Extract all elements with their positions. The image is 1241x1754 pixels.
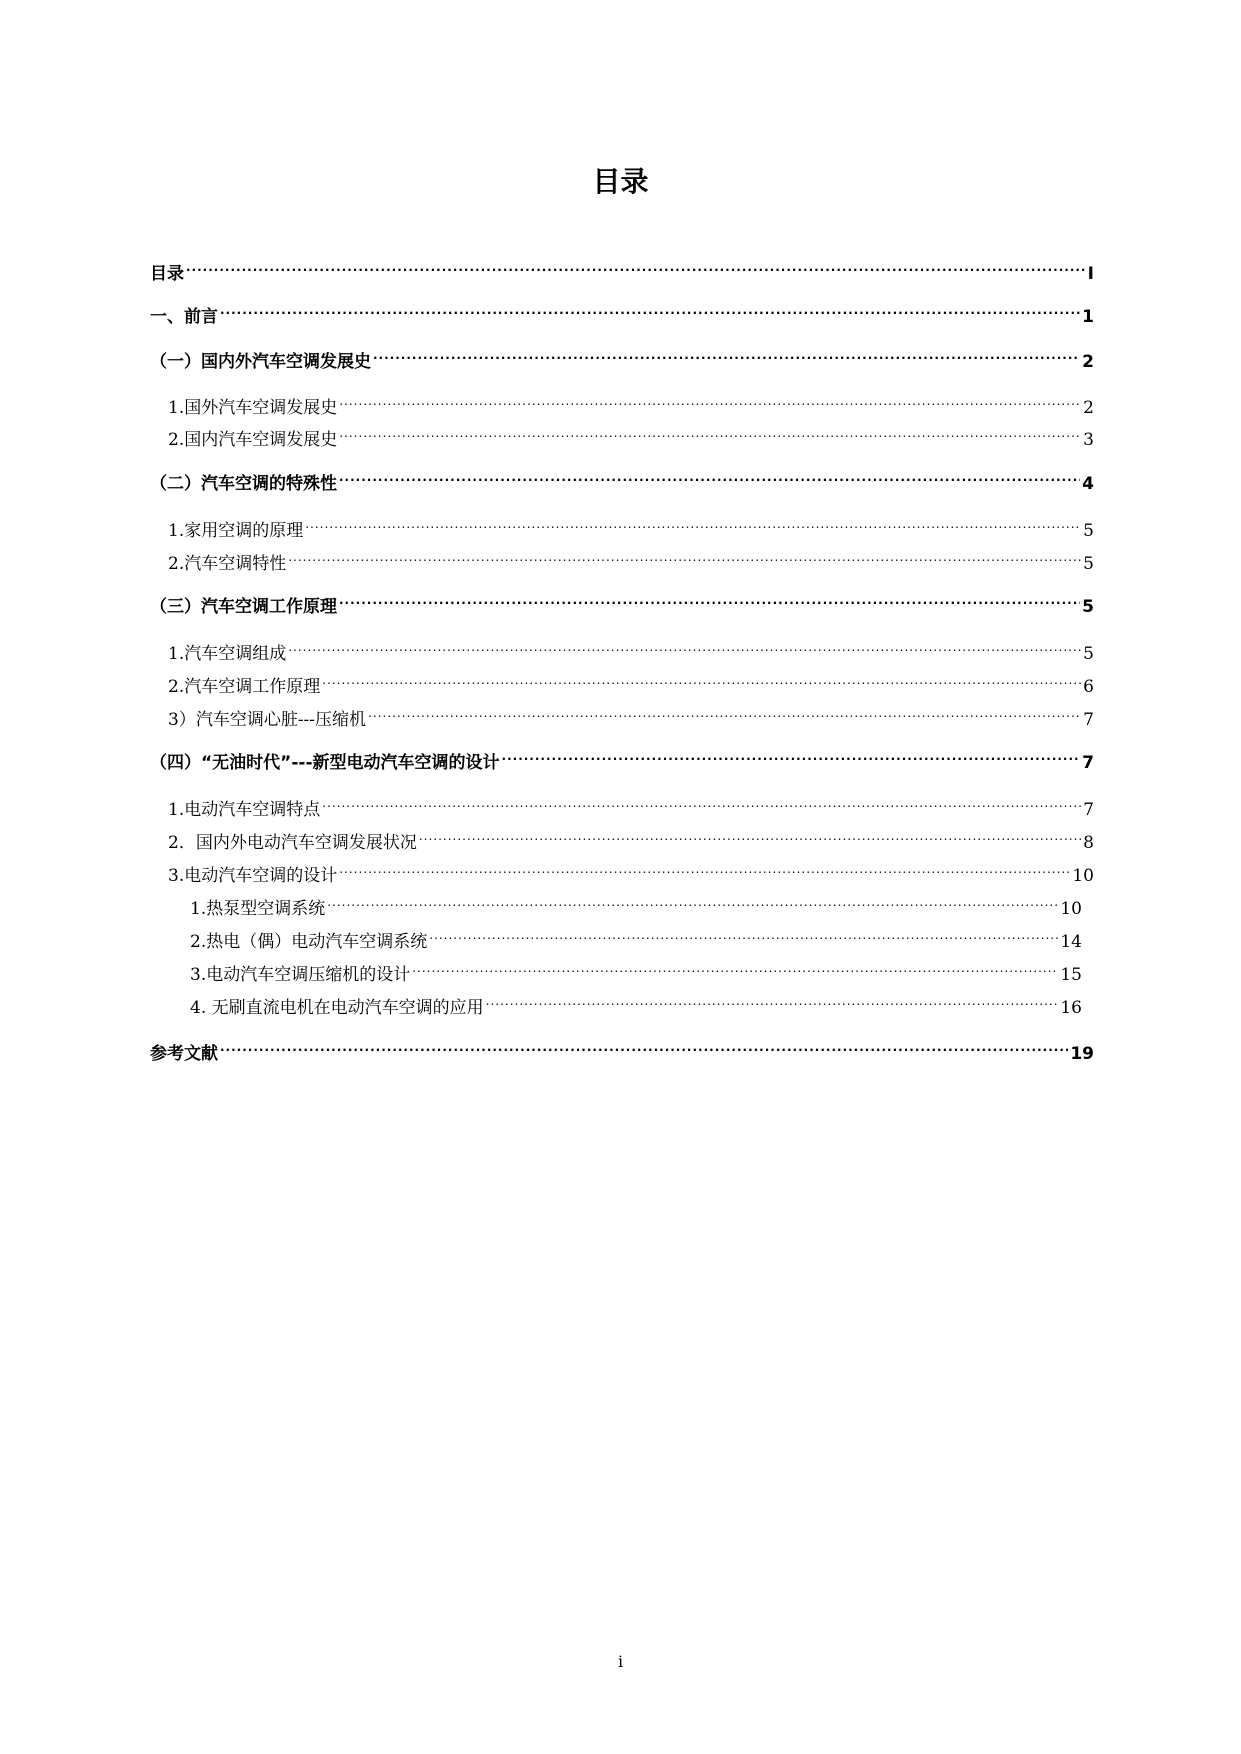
toc-entry-page: 2 <box>1083 398 1094 418</box>
toc-entry-label: 一、前言 <box>150 307 218 327</box>
toc-entry-page: I <box>1087 264 1094 284</box>
dot-leader <box>186 251 1086 279</box>
toc-entry-page: 15 <box>1060 965 1082 985</box>
dot-leader <box>368 697 1081 725</box>
dot-leader <box>327 886 1058 914</box>
toc-entry-page: 6 <box>1083 677 1094 697</box>
dot-leader <box>339 417 1081 445</box>
toc-entry-label: 参考文献 <box>150 1044 218 1064</box>
dot-leader <box>288 541 1081 569</box>
page-footer-number: i <box>617 1652 624 1671</box>
toc-entry-page: 5 <box>1083 521 1094 541</box>
dot-leader <box>486 985 1059 1013</box>
toc-entry-references[interactable] <box>150 1031 1094 1064</box>
dot-leader <box>305 508 1081 536</box>
toc-entry-page: 7 <box>1082 753 1094 773</box>
toc-entry-section-4-3[interactable] <box>168 853 1094 886</box>
toc-entry-section-4-3-1[interactable] <box>190 886 1082 919</box>
dot-leader <box>429 919 1058 947</box>
toc-entry-label: 1.热泵型空调系统 <box>190 899 326 919</box>
toc-entry-label: 1.家用空调的原理 <box>168 521 304 541</box>
dot-leader <box>339 461 1080 489</box>
toc-entry-page: 10 <box>1060 899 1082 919</box>
dot-leader <box>502 740 1081 768</box>
toc-entry-page: 19 <box>1070 1044 1094 1064</box>
toc-entry-section-1-2[interactable] <box>168 417 1094 450</box>
toc-entry-section-2-1[interactable] <box>168 508 1094 541</box>
toc-entry-label: 2．国内外电动汽车空调发展状况 <box>168 833 417 853</box>
toc-entry-page: 2 <box>1082 352 1094 372</box>
toc-entry-section-2-2[interactable] <box>168 541 1094 574</box>
dot-leader <box>322 787 1081 815</box>
toc-entry-page: 5 <box>1082 597 1094 617</box>
toc-entry-label: 2.国内汽车空调发展史 <box>168 430 338 450</box>
toc-entry-page: 10 <box>1072 866 1094 886</box>
dot-leader <box>288 631 1081 659</box>
toc-entry-page: 5 <box>1083 554 1094 574</box>
toc-entry-label: 3.电动汽车空调压缩机的设计 <box>190 965 411 985</box>
toc-entry-label: 2.汽车空调工作原理 <box>168 677 321 697</box>
toc-entry-section-4-2[interactable] <box>168 820 1094 853</box>
toc-entry-page: 3 <box>1083 430 1094 450</box>
toc-entry-label: （四）“无油时代”---新型电动汽车空调的设计 <box>150 753 500 773</box>
toc-entry-label: 3）汽车空调心脏---压缩机 <box>168 710 367 730</box>
toc-entry-section-3-1[interactable] <box>168 631 1094 664</box>
toc-entry-page: 14 <box>1060 932 1082 952</box>
toc-entry-label: 4. 无刷直流电机在电动汽车空调的应用 <box>190 998 484 1018</box>
toc-entry-label: （三）汽车空调工作原理 <box>150 597 337 617</box>
toc-entry-page: 8 <box>1083 833 1094 853</box>
toc-entry-section-3[interactable] <box>150 584 1094 617</box>
toc-entry-label: 3.电动汽车空调的设计 <box>168 866 338 886</box>
toc-entry-section-1-1[interactable] <box>168 385 1094 418</box>
dot-leader <box>339 584 1080 612</box>
toc-entry-section-4-1[interactable] <box>168 787 1094 820</box>
toc-entry-page: 4 <box>1082 474 1094 494</box>
toc-entry-page: 7 <box>1083 800 1094 820</box>
toc-entry-label: 目录 <box>150 264 184 284</box>
toc-entry-page: 7 <box>1083 710 1094 730</box>
toc-entry-label: 1.电动汽车空调特点 <box>168 800 321 820</box>
dot-leader <box>412 952 1058 980</box>
toc-entry-label: 2.汽车空调特性 <box>168 554 287 574</box>
dot-leader <box>220 294 1080 322</box>
page-title: 目录 <box>592 165 649 198</box>
toc-entry-section-2[interactable] <box>150 461 1094 494</box>
toc-entry-contents[interactable] <box>150 251 1094 284</box>
dot-leader <box>339 853 1070 881</box>
dot-leader <box>419 820 1081 848</box>
dot-leader <box>373 339 1080 367</box>
toc-entry-page: 5 <box>1083 644 1094 664</box>
toc-entry-page: 1 <box>1082 307 1094 327</box>
toc-entry-preface[interactable] <box>150 294 1094 327</box>
toc-entry-label: 2.热电（偶）电动汽车空调系统 <box>190 932 428 952</box>
toc-entry-section-4-3-3[interactable] <box>190 952 1082 985</box>
toc-entry-section-4-3-2[interactable] <box>190 919 1082 952</box>
dot-leader <box>220 1031 1068 1059</box>
toc-entry-section-3-2[interactable] <box>168 664 1094 697</box>
dot-leader <box>339 385 1081 413</box>
toc-entry-label: 1.国外汽车空调发展史 <box>168 398 338 418</box>
toc-entry-section-3-3[interactable] <box>168 697 1094 730</box>
toc-entry-label: （一）国内外汽车空调发展史 <box>150 352 371 372</box>
toc-entry-label: （二）汽车空调的特殊性 <box>150 474 337 494</box>
toc-entry-section-1[interactable] <box>150 339 1094 372</box>
toc-entry-label: 1.汽车空调组成 <box>168 644 287 664</box>
dot-leader <box>322 664 1081 692</box>
toc-entry-section-4[interactable] <box>150 740 1094 773</box>
toc-entry-section-4-3-4[interactable] <box>190 985 1082 1018</box>
toc-entry-page: 16 <box>1060 998 1082 1018</box>
